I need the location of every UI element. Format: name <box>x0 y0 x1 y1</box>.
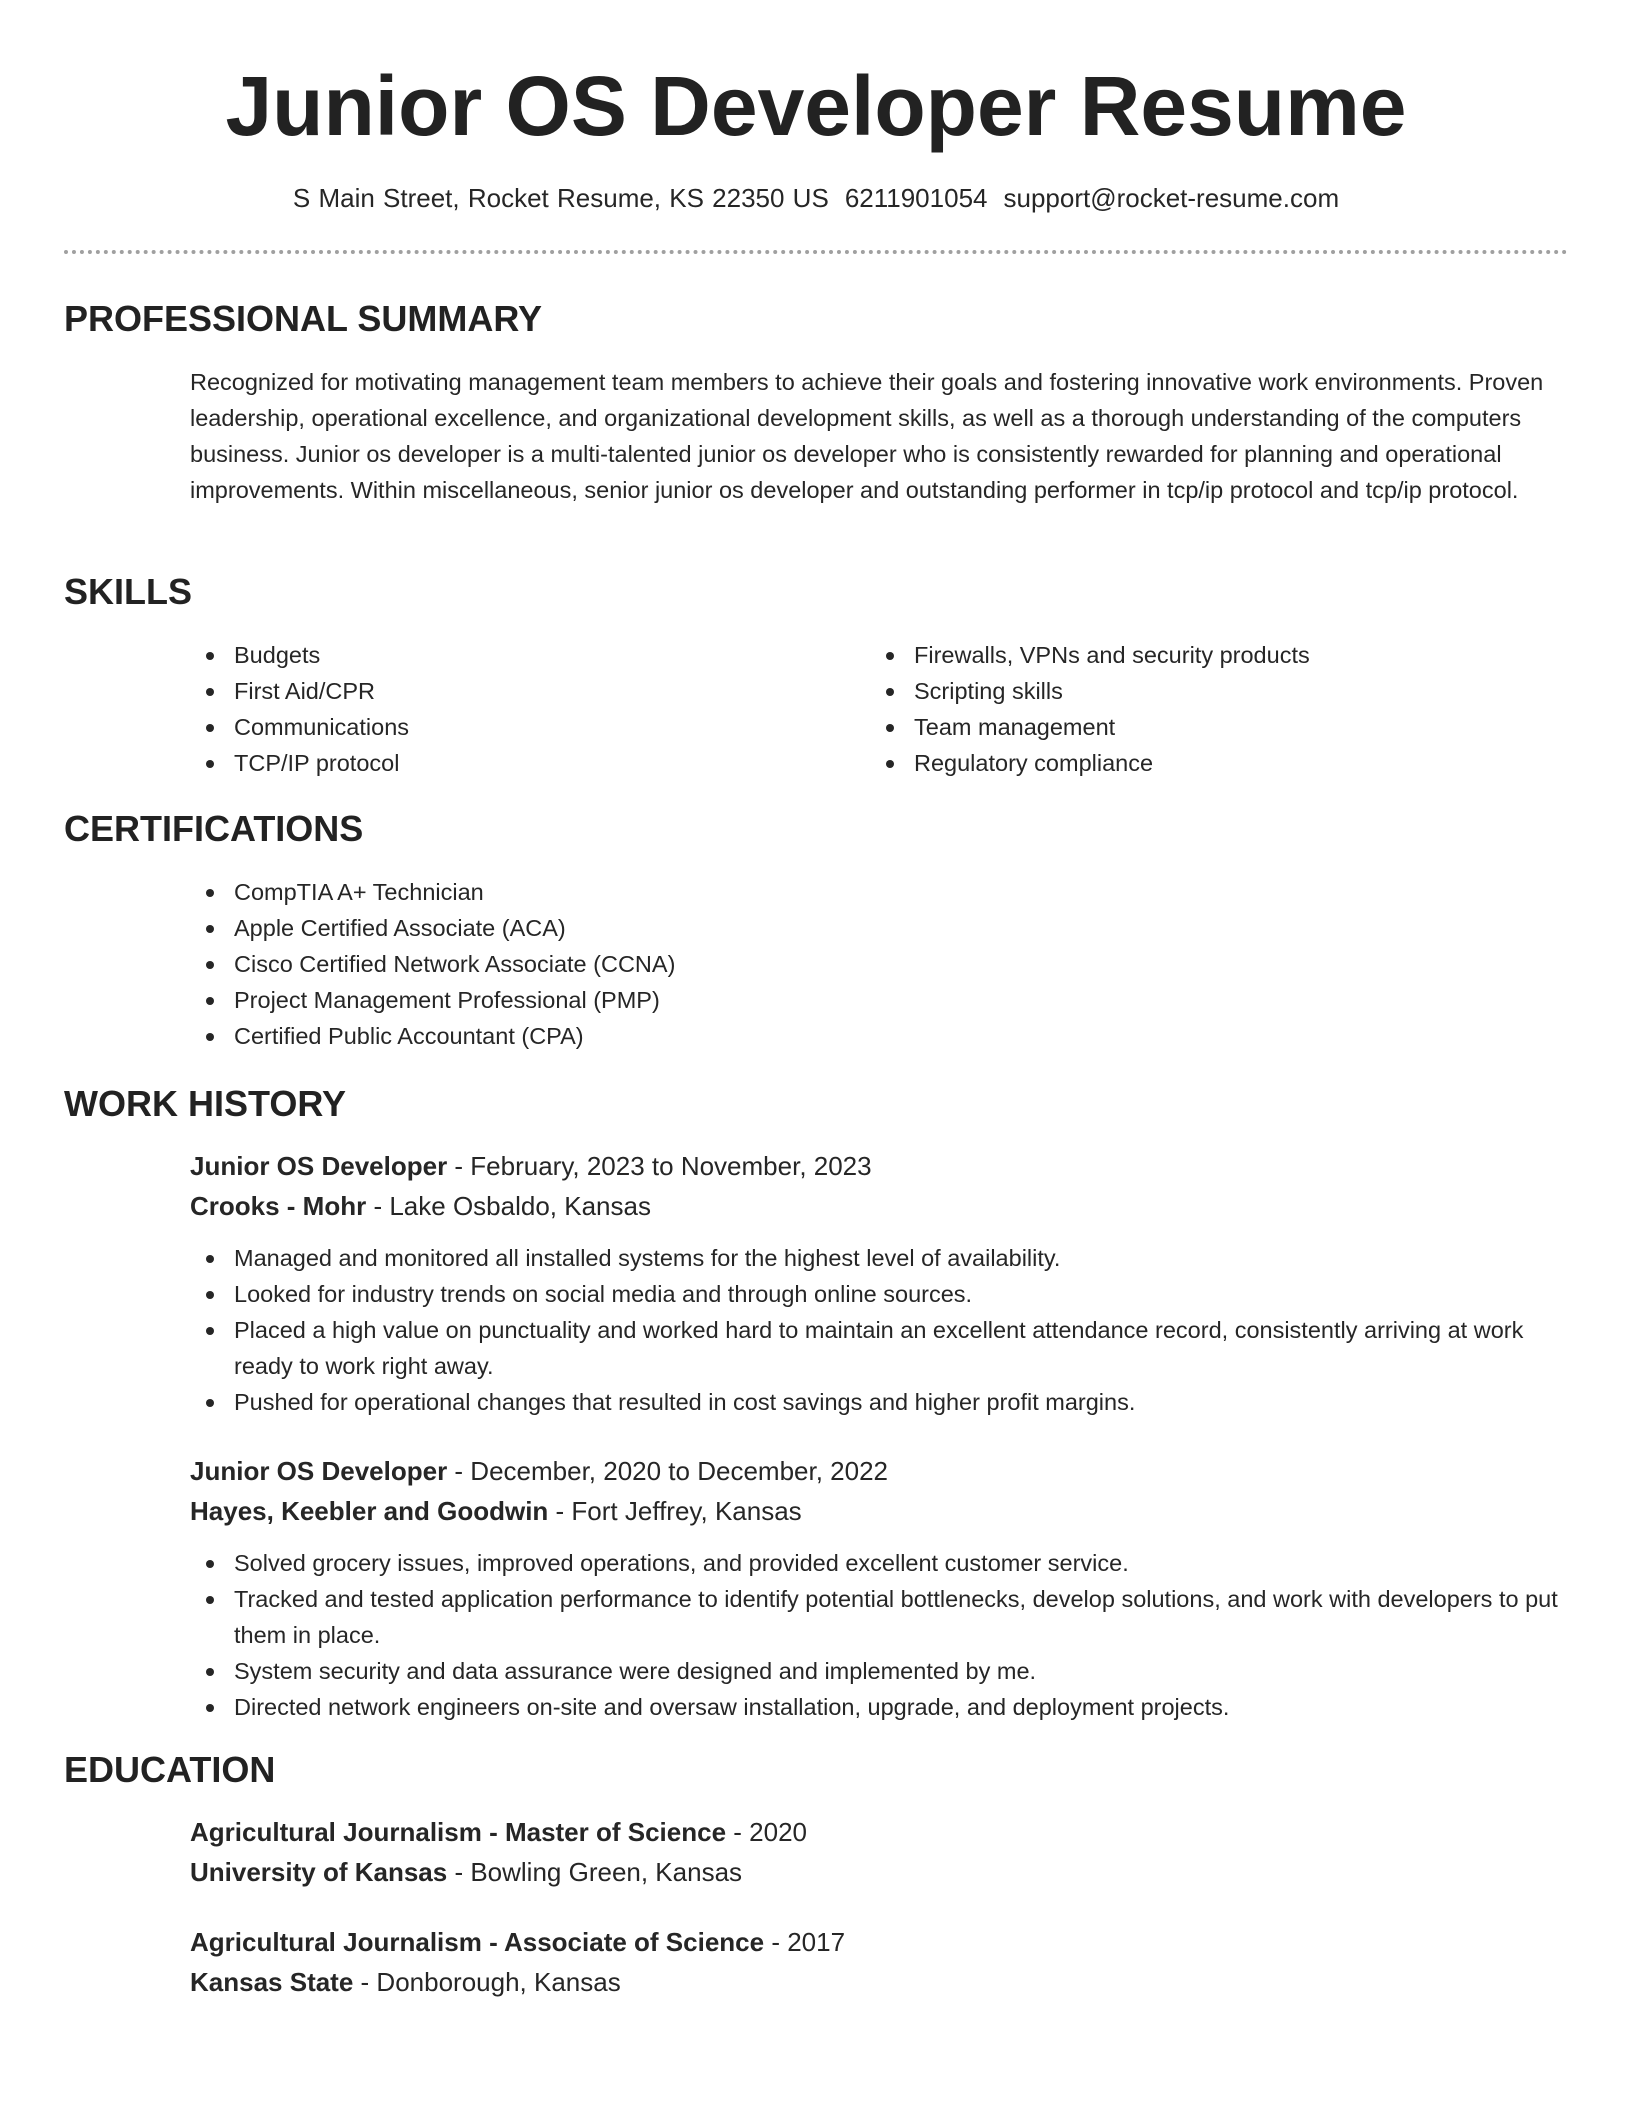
certification-item: Certified Public Accountant (CPA) <box>190 1018 1568 1054</box>
contact-line <box>64 178 1568 218</box>
education-degree: Agricultural Journalism - Master of Science <box>190 1817 727 1847</box>
skill-item: TCP/IP protocol <box>190 745 870 781</box>
job-bullet: Looked for industry trends on social media and through online sources. <box>190 1276 1568 1312</box>
contact-email: support@rocket-resume.com <box>1003 183 1340 213</box>
summary-heading: PROFESSIONAL SUMMARY <box>64 298 543 339</box>
certification-item: Project Management Professional (PMP) <box>190 982 1568 1018</box>
skills-column-right <box>870 637 1550 781</box>
education-school: University of Kansas <box>190 1857 448 1887</box>
certifications-section <box>190 874 1568 1054</box>
job-title: Junior OS Developer <box>190 1456 448 1486</box>
education-entry <box>190 1812 1568 1892</box>
summary-section <box>190 364 1568 508</box>
job-bullet: Tracked and tested application performance to identify potential bottlenecks, develop solutions, and work with developers to put them in place. <box>190 1581 1568 1653</box>
job-title-line <box>190 1451 1568 1491</box>
header-divider <box>64 250 1568 254</box>
job-entry <box>190 1451 1568 1531</box>
job-responsibilities <box>190 1545 1568 1725</box>
job-title-line <box>190 1146 1568 1186</box>
job-company-line <box>190 1491 1568 1531</box>
education-school-line <box>190 1962 1568 2002</box>
skill-item: Scripting skills <box>870 673 1550 709</box>
certification-item: Apple Certified Associate (ACA) <box>190 910 1568 946</box>
resume-title: Junior OS Developer Resume <box>225 59 1407 153</box>
skills-heading: SKILLS <box>64 571 193 612</box>
certification-item: CompTIA A+ Technician <box>190 874 1568 910</box>
skill-item: First Aid/CPR <box>190 673 870 709</box>
job-title: Junior OS Developer <box>190 1151 448 1181</box>
education-degree: Agricultural Journalism - Associate of Science <box>190 1927 765 1957</box>
job-bullet: System security and data assurance were designed and implemented by me. <box>190 1653 1568 1689</box>
work-history-heading: WORK HISTORY <box>64 1083 347 1124</box>
education-location: - Donborough, Kansas <box>353 1967 621 1997</box>
job-entry <box>190 1146 1568 1226</box>
certifications-heading: CERTIFICATIONS <box>64 808 364 849</box>
job-dates: - February, 2023 to November, 2023 <box>447 1151 872 1181</box>
job-bullet: Placed a high value on punctuality and worked hard to maintain an excellent attendance record, consistently arriving at work ready to work right away. <box>190 1312 1568 1384</box>
education-year: - 2020 <box>726 1817 807 1847</box>
summary-text: Recognized for motivating management team members to achieve their goals and fostering innovative work environments. Proven leadership, operational excellence, and organizational development skills, as well as a thorough understanding of the computers business. Junior os developer is a multi-talented junior os developer who is consistently rewarded for planning and operational improvements. Within miscellaneous, senior junior os developer and outstanding performer in tcp/ip protocol and tcp/ip protocol. <box>190 369 1544 503</box>
education-location: - Bowling Green, Kansas <box>447 1857 743 1887</box>
job-company-line <box>190 1186 1568 1226</box>
education-heading: EDUCATION <box>64 1749 276 1790</box>
skills-column-left <box>190 637 870 781</box>
job-dates: - December, 2020 to December, 2022 <box>447 1456 888 1486</box>
education-school: Kansas State <box>190 1967 354 1997</box>
skills-list <box>190 637 1568 781</box>
education-degree-line <box>190 1922 1568 1962</box>
education-school-line <box>190 1852 1568 1892</box>
skill-item: Team management <box>870 709 1550 745</box>
job-location: - Fort Jeffrey, Kansas <box>548 1496 802 1526</box>
education-entry <box>190 1922 1568 2002</box>
skill-item: Regulatory compliance <box>870 745 1550 781</box>
certifications-list <box>190 874 1568 1054</box>
job-bullet: Managed and monitored all installed systems for the highest level of availability. <box>190 1240 1568 1276</box>
job-bullet: Solved grocery issues, improved operations, and provided excellent customer service. <box>190 1545 1568 1581</box>
job-bullets <box>190 1240 1568 1420</box>
job-bullet: Directed network engineers on-site and oversaw installation, upgrade, and deployment projects. <box>190 1689 1568 1725</box>
education-year: - 2017 <box>764 1927 846 1957</box>
job-bullet: Pushed for operational changes that resulted in cost savings and higher profit margins. <box>190 1384 1568 1420</box>
job-location: - Lake Osbaldo, Kansas <box>366 1191 651 1221</box>
job-company: Hayes, Keebler and Goodwin <box>190 1496 549 1526</box>
certification-item: Cisco Certified Network Associate (CCNA) <box>190 946 1568 982</box>
skill-item: Firewalls, VPNs and security products <box>870 637 1550 673</box>
education-degree-line <box>190 1812 1568 1852</box>
job-responsibilities <box>190 1240 1568 1420</box>
job-company: Crooks - Mohr <box>190 1191 367 1221</box>
job-bullets <box>190 1545 1568 1725</box>
contact-address: S Main Street, Rocket Resume, KS 22350 US <box>292 183 829 213</box>
skill-item: Budgets <box>190 637 870 673</box>
contact-phone: 6211901054 <box>844 183 988 213</box>
skill-item: Communications <box>190 709 870 745</box>
